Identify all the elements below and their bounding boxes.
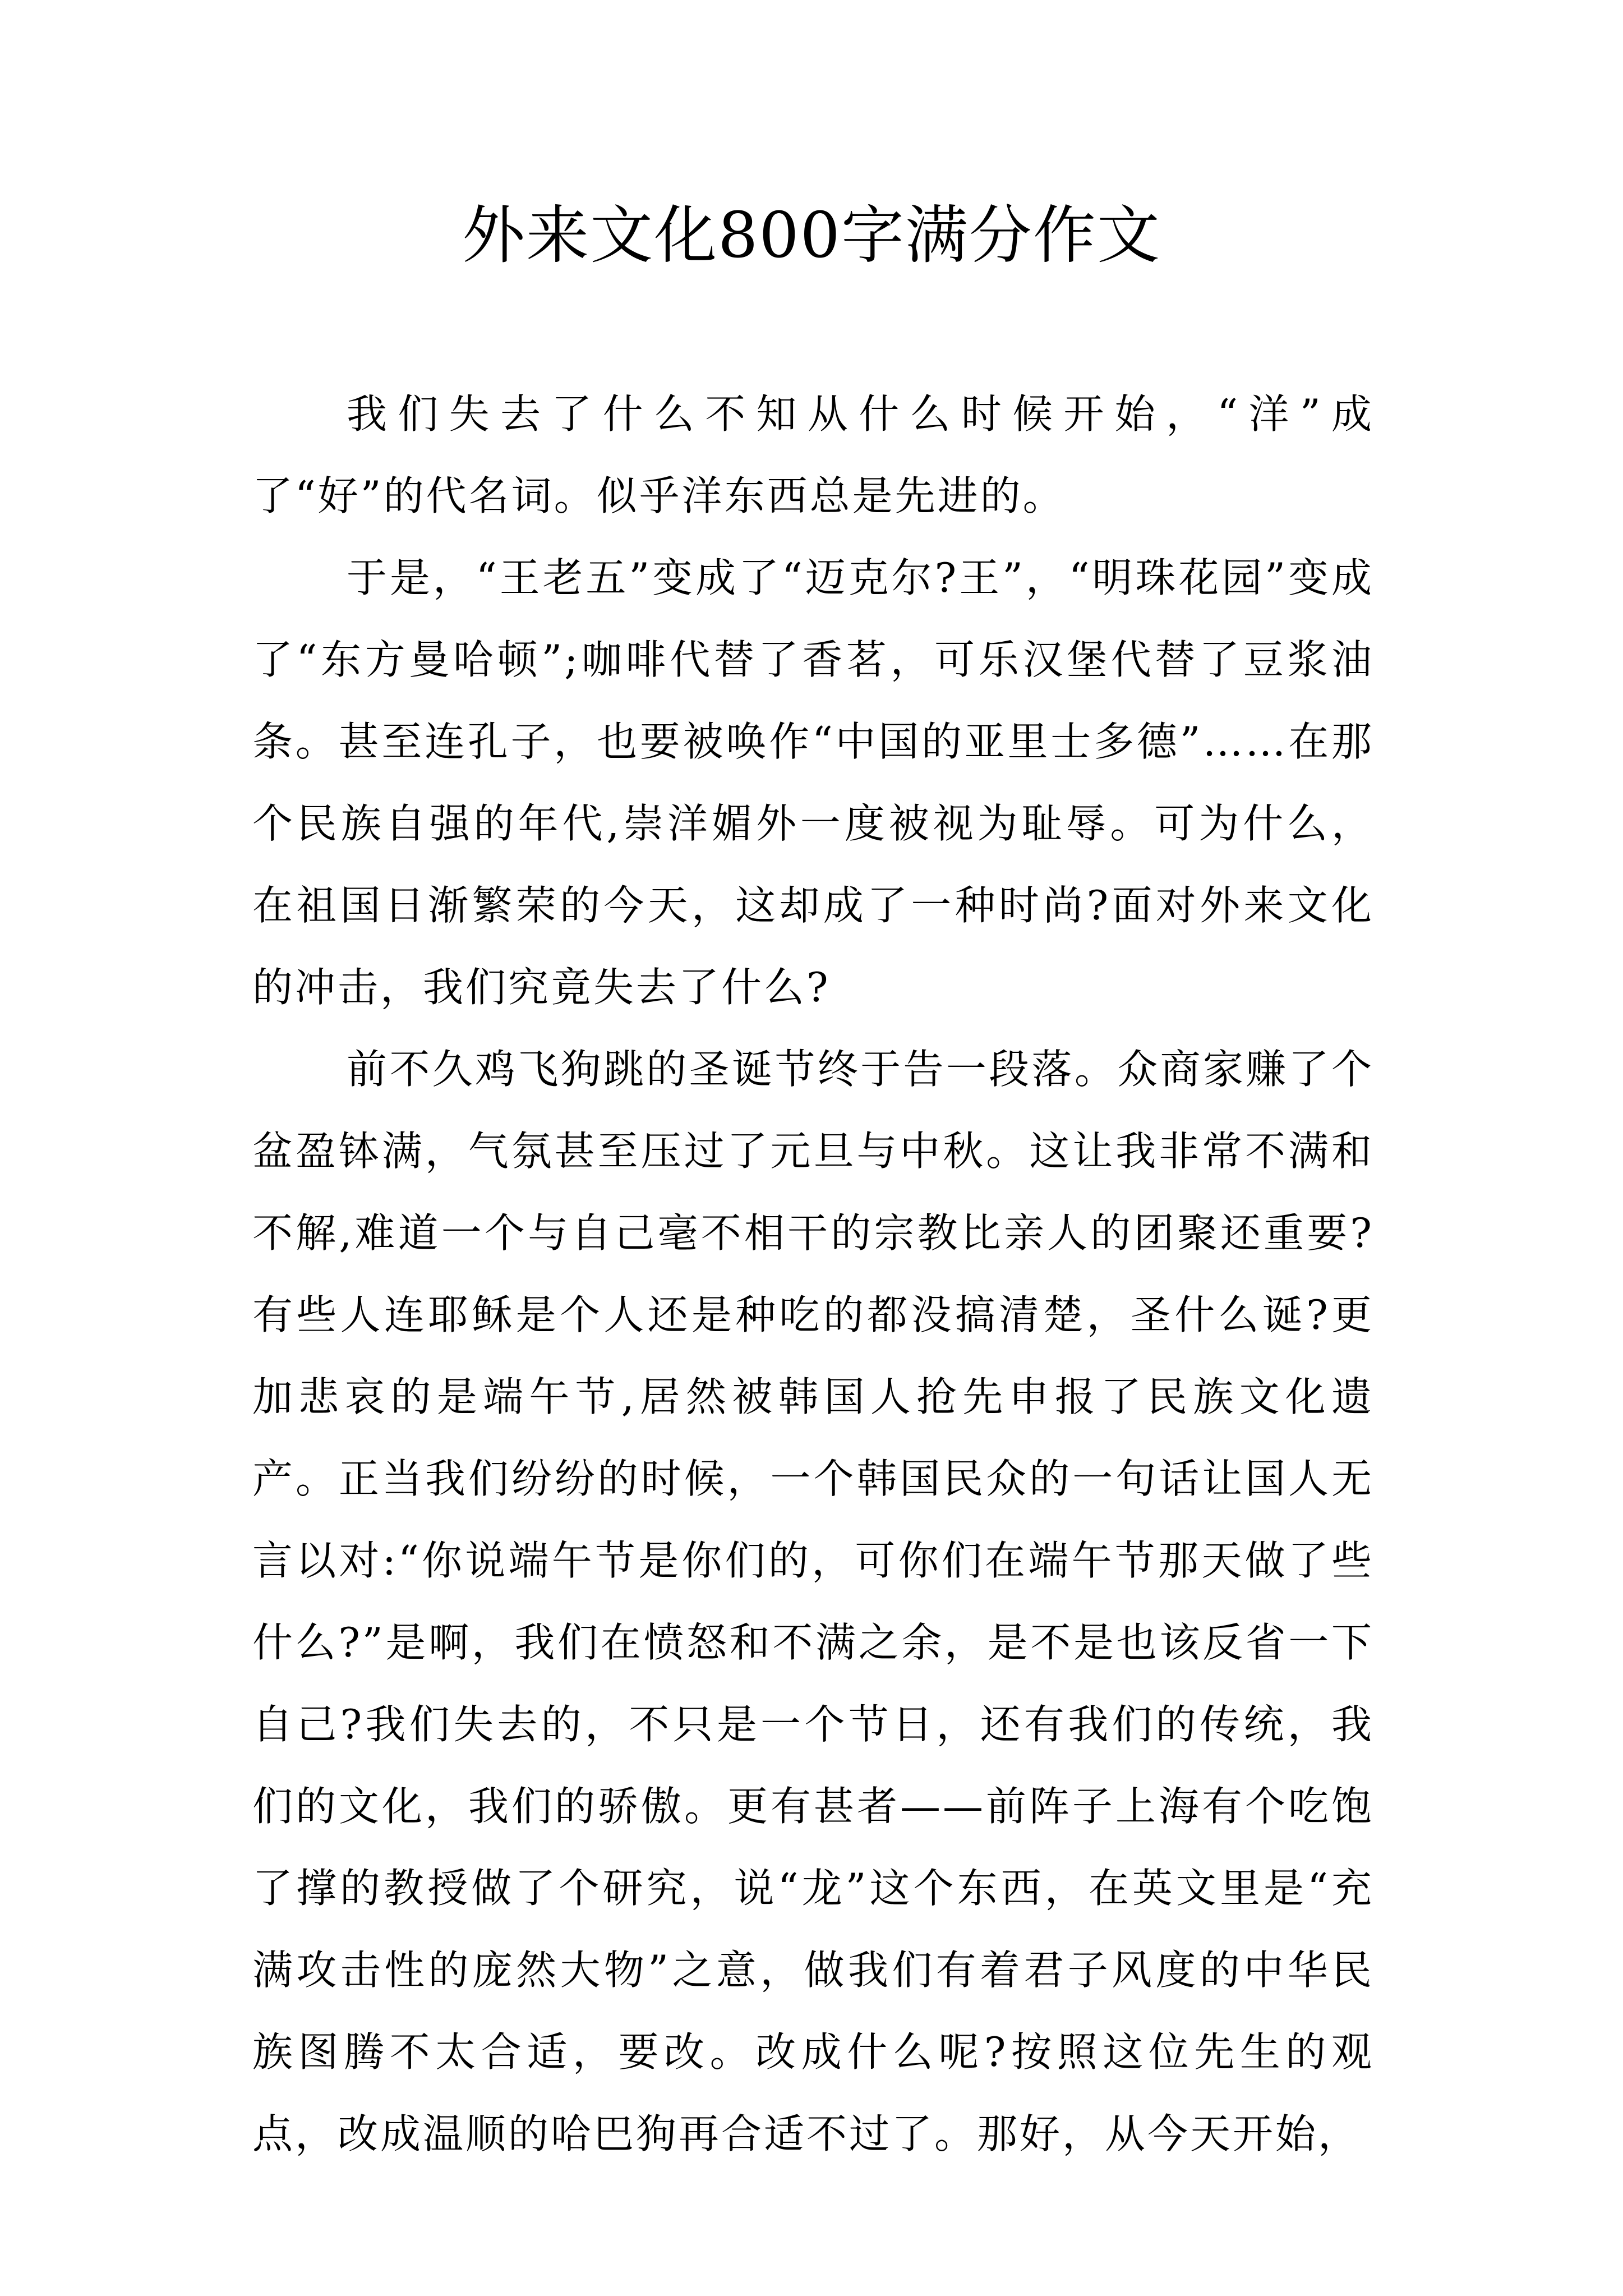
paragraph-3: 前不久鸡飞狗跳的圣诞节终于告一段落。众商家赚了个盆盈钵满，气氛甚至压过了元旦与中秋。这让我非常不满和不解,难道一个与自己毫不相干的宗教比亲人的团聚还重要?有些人连耶稣是个人还是种吃的都没搞清楚，圣什么诞?更加悲哀的是端午节,居然被韩国人抢先申报了民族文化遗产。正当我们纷纷的时候，一个韩国民众的一句话让国人无言以对:“你说端午节是你们的，可你们在端午节那天做了些什么?”是啊，我们在愤怒和不满之余，是不是也该反省一下自己?我们失去的，不只是一个节日，还有我们的传统，我们的文化，我们的骄傲。更有甚者——前阵子上海有个吃饱了撑的教授做了个研究，说“龙”这个东西，在英文里是“充满攻击性的庞然大物”之意，做我们有着君子风度的中华民族图腾不太合适，要改。改成什么呢?按照这位先生的观点，改成温顺的哈巴狗再合适不过了。那好，从今天开始， <box>252 1046 1374 2157</box>
document-body <box>252 373 1374 2175</box>
paragraph-2: 于是，“王老五”变成了“迈克尔?王”，“明珠花园”变成了“东方曼哈顿”;咖啡代替了香茗，可乐汉堡代替了豆浆油条。甚至连孔子，也要被唤作“中国的亚里士多德”……在那个民族自强的年代,崇洋媚外一度被视为耻辱。可为什么，在祖国日渐繁荣的今天，这却成了一种时尚?面对外来文化的冲击，我们究竟失去了什么? <box>252 554 1374 1011</box>
paragraph-1: 我们失去了什么不知从什么时候开始，“洋”成了“好”的代名词。似乎洋东西总是先进的。 <box>252 390 1374 519</box>
document-title: 外来文化800字满分作文 <box>462 199 1161 272</box>
